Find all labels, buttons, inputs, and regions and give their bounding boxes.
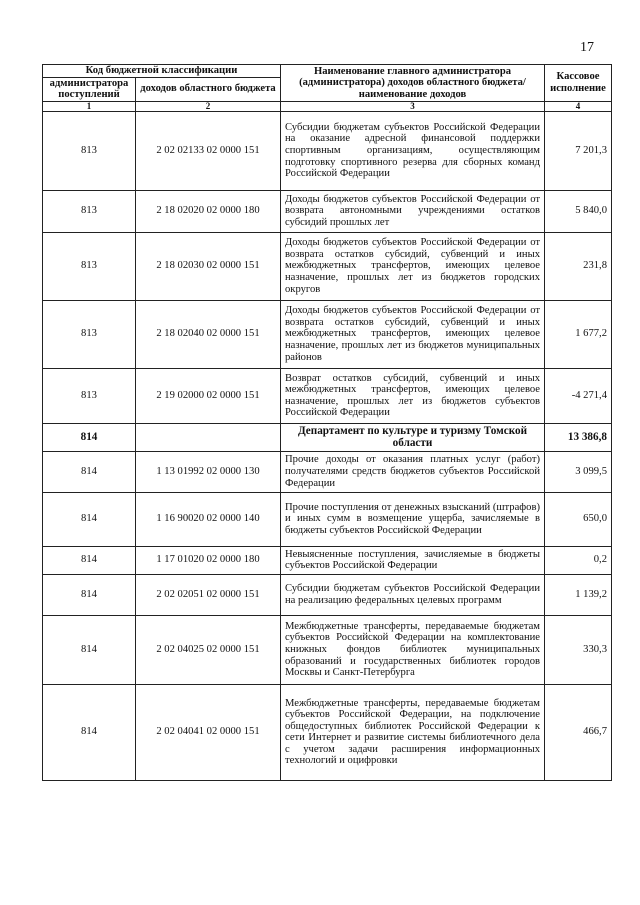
table-row [43, 111, 612, 190]
table-row [43, 451, 612, 492]
admin-code: 814 [43, 451, 136, 492]
amount: 1 677,2 [545, 300, 612, 368]
table-row [43, 492, 612, 546]
name-column-header: Наименование главного администратора (администратора) доходов областного бюджета/ наименование доходов [281, 65, 545, 102]
table-row [43, 190, 612, 232]
amount: -4 271,4 [545, 368, 612, 423]
income-name: Субсидии бюджетам субъектов Российской Федерации на оказание адресной финансовой поддержки спортивным организациям, осуществляющим подготовку спортивного резерва для сборных команд Российской Федерации [281, 111, 545, 190]
amount: 466,7 [545, 684, 612, 780]
amount-column-header: Кассовое исполнение [545, 65, 612, 102]
income-name: Доходы бюджетов субъектов Российской Федерации от возврата остатков субсидий, субвенций и иных межбюджетных трансфертов, имеющих целевое назначение, прошлых лет из бюджетов городских округов [281, 232, 545, 300]
admin-code: 813 [43, 300, 136, 368]
column-index: 1 [43, 101, 136, 111]
income-code: 2 18 02030 02 0000 151 [136, 232, 281, 300]
income-name: Возврат остатков субсидий, субвенций и иных межбюджетных трансфертов, имеющих целевое назначение, прошлых лет из бюджетов субъектов Российской Федерации [281, 368, 545, 423]
table-row [43, 684, 612, 780]
admin-column-header: администратора поступлений [43, 77, 136, 101]
admin-code: 814 [43, 546, 136, 574]
column-index-row [43, 101, 612, 111]
income-code: 1 16 90020 02 0000 140 [136, 492, 281, 546]
income-code: 2 19 02000 02 0000 151 [136, 368, 281, 423]
admin-code: 813 [43, 111, 136, 190]
table-row [43, 232, 612, 300]
amount: 1 139,2 [545, 574, 612, 615]
amount: 330,3 [545, 615, 612, 684]
table-row [43, 368, 612, 423]
amount: 3 099,5 [545, 451, 612, 492]
admin-code: 813 [43, 232, 136, 300]
column-index: 4 [545, 101, 612, 111]
admin-code: 814 [43, 492, 136, 546]
budget-table [42, 64, 612, 781]
income-code: 1 17 01020 02 0000 180 [136, 546, 281, 574]
header-row-1 [43, 65, 612, 78]
income-code: 2 02 04041 02 0000 151 [136, 684, 281, 780]
column-index: 3 [281, 101, 545, 111]
income-code: 2 18 02020 02 0000 180 [136, 190, 281, 232]
admin-code: 814 [43, 423, 136, 451]
classification-header: Код бюджетной классификации [43, 65, 281, 78]
income-name: Межбюджетные трансферты, передаваемые бюджетам субъектов Российской Федерации на комплектование книжных фондов библиотек муниципальных образований и государственных библиотек городов Москвы и Санкт-Петербурга [281, 615, 545, 684]
department-name: Департамент по культуре и туризму Томской области [281, 423, 545, 451]
admin-code: 814 [43, 684, 136, 780]
admin-code: 814 [43, 574, 136, 615]
amount: 231,8 [545, 232, 612, 300]
income-name: Прочие доходы от оказания платных услуг (работ) получателями средств бюджетов субъектов Российской Федерации [281, 451, 545, 492]
income-name: Невыясненные поступления, зачисляемые в бюджеты субъектов Российской Федерации [281, 546, 545, 574]
income-name: Доходы бюджетов субъектов Российской Федерации от возврата автономными учреждениями остатков субсидий прошлых лет [281, 190, 545, 232]
income-name: Межбюджетные трансферты, передаваемые бюджетам субъектов Российской Федерации, на подключение общедоступных библиотек Российской Федерации к сети Интернет и развитие системы библиотечного дела с учетом задачи расширения информационных технологий и оцифровки [281, 684, 545, 780]
table-row [43, 615, 612, 684]
income-name: Субсидии бюджетам субъектов Российской Федерации на реализацию федеральных целевых программ [281, 574, 545, 615]
income-code: 2 02 02133 02 0000 151 [136, 111, 281, 190]
department-row [43, 423, 612, 451]
income-code [136, 423, 281, 451]
admin-code: 813 [43, 190, 136, 232]
department-total: 13 386,8 [545, 423, 612, 451]
amount: 650,0 [545, 492, 612, 546]
income-code: 2 18 02040 02 0000 151 [136, 300, 281, 368]
amount: 7 201,3 [545, 111, 612, 190]
income-code: 1 13 01992 02 0000 130 [136, 451, 281, 492]
income-code: 2 02 02051 02 0000 151 [136, 574, 281, 615]
page-number: 17 [580, 40, 594, 55]
income-code: 2 02 04025 02 0000 151 [136, 615, 281, 684]
admin-code: 813 [43, 368, 136, 423]
income-column-header: доходов областного бюджета [136, 77, 281, 101]
column-index: 2 [136, 101, 281, 111]
amount: 5 840,0 [545, 190, 612, 232]
table-row [43, 300, 612, 368]
income-name: Прочие поступления от денежных взысканий (штрафов) и иных сумм в возмещение ущерба, зачисляемые в бюджеты субъектов Российской Федерации [281, 492, 545, 546]
income-name: Доходы бюджетов субъектов Российской Федерации от возврата остатков субсидий, субвенций и иных межбюджетных трансфертов, имеющих целевое назначение, прошлых лет из бюджетов муниципальных районов [281, 300, 545, 368]
amount: 0,2 [545, 546, 612, 574]
table-row [43, 546, 612, 574]
table-row [43, 574, 612, 615]
admin-code: 814 [43, 615, 136, 684]
